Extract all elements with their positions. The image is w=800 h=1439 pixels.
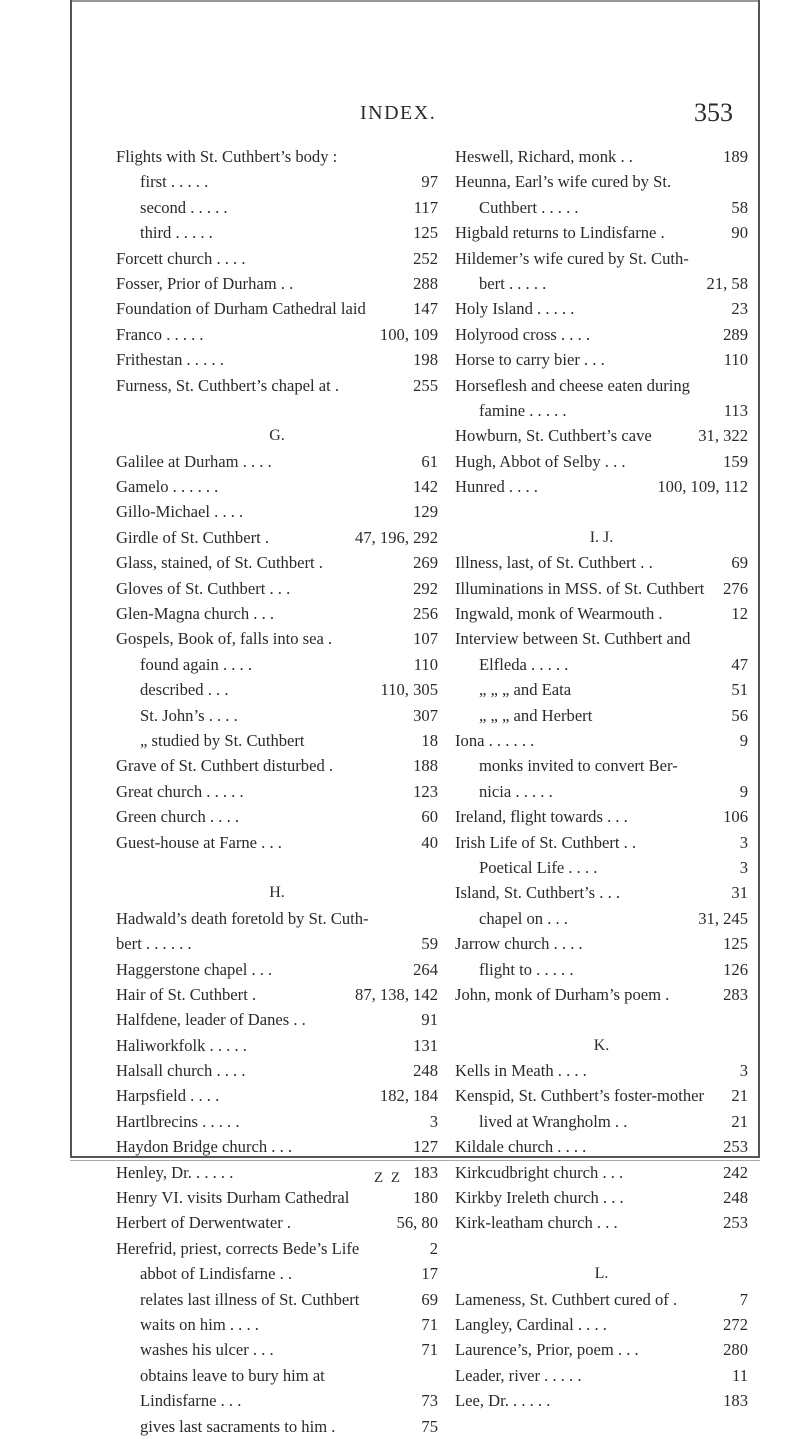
entry-pages: 253 [723,1213,748,1233]
entry-text: Langley, Cardinal . . . . [455,1314,607,1334]
entry-pages: 7 [739,1289,748,1309]
entry-pages: 87, 138, 142 [355,984,438,1004]
index-entry [116,474,438,499]
index-entry [116,322,438,347]
entry-text: Galilee at Durham . . . . [116,451,272,471]
index-entry [116,246,438,271]
index-entry [455,246,748,271]
entry-text: Foundation of Durham Cathedral laid [116,299,366,319]
index-entry [455,1312,748,1337]
spacer [116,855,438,880]
index-entry [455,373,748,398]
spacer [116,398,438,423]
entry-pages: 126 [723,959,748,979]
entry-pages: 142 [413,477,438,497]
entry-pages: 91 [421,1010,438,1030]
entry-text: Interview between St. Cuthbert and [455,629,691,649]
entry-text: chapel on . . . [479,908,568,928]
entry-text: second . . . . . [140,197,228,217]
entry-text: Laurence’s, Prior, poem . . . [455,1340,639,1360]
index-entry [116,169,438,194]
spacer [455,1007,748,1032]
index-entry [455,1185,748,1210]
index-entry [116,804,438,829]
index-entry [455,601,748,626]
entry-pages: 123 [413,781,438,801]
entry-pages: 56, 80 [396,1213,438,1233]
index-entry [116,601,438,626]
entry-text: St. John’s . . . . [140,705,238,725]
index-entry [455,1363,748,1388]
entry-text: famine . . . . . [479,400,567,420]
entry-text: Cuthbert . . . . . [479,197,579,217]
index-entry [455,677,748,702]
index-entry [116,779,438,804]
right-border [758,0,760,1158]
index-entry [455,1388,748,1413]
index-entry [116,1033,438,1058]
entry-text: Jarrow church . . . . [455,934,583,954]
index-entry [455,144,748,169]
entry-text: Fosser, Prior of Durham . . [116,273,294,293]
entry-text: Elfleda . . . . . [479,654,569,674]
entry-pages: 127 [413,1137,438,1157]
left-border [70,0,72,1158]
entry-pages: 21, 58 [706,273,748,293]
index-entry [116,576,438,601]
entry-pages: 117 [413,197,438,217]
index-entry [455,398,748,423]
index-entry [116,753,438,778]
entry-text: „ studied by St. Cuthbert [140,730,305,750]
section-letter: I. J. [589,528,614,546]
entry-pages: 307 [413,705,438,725]
entry-pages: 73 [421,1391,438,1411]
section-letter-heading [455,1033,748,1058]
entry-text: Illness, last, of St. Cuthbert . . [455,553,653,573]
section-letter: K. [593,1036,610,1054]
entry-pages: 113 [723,400,748,420]
entry-pages: 47 [731,654,748,674]
entry-pages: 255 [413,375,438,395]
entry-text: Horse to carry bier . . . [455,350,605,370]
index-entry [116,499,438,524]
entry-pages: 56 [731,705,748,725]
index-entry [116,144,438,169]
entry-text: bert . . . . . . [116,934,192,954]
entry-text: Haggerstone chapel . . . [116,959,273,979]
entry-pages: 40 [421,832,438,852]
index-entry [455,1287,748,1312]
index-entry [116,703,438,728]
entry-text: Poetical Life . . . . [479,857,598,877]
index-entry [455,271,748,296]
entry-text: Halsall church . . . . [116,1061,246,1081]
entry-text: Henley, Dr. . . . . . [116,1162,234,1182]
entry-text: Great church . . . . . [116,781,244,801]
entry-text: Forcett church . . . . [116,248,246,268]
section-letter: G. [269,427,285,445]
index-entry [116,1210,438,1235]
entry-text: Guest-house at Farne . . . [116,832,282,852]
entry-text: Flights with St. Cuthbert’s body : [116,147,338,166]
entry-text: nicia . . . . . [479,781,553,801]
entry-pages: 283 [723,984,748,1004]
entry-text: Harpsfield . . . . [116,1086,220,1106]
entry-text: gives last sacraments to him . [140,1416,336,1436]
entry-pages: 198 [413,350,438,370]
entry-text: Leader, river . . . . . [455,1365,582,1385]
entry-text: first . . . . . [140,172,209,192]
index-entry [116,550,438,575]
section-letter: L. [594,1265,609,1283]
index-entry [455,195,748,220]
entry-pages: 11 [732,1365,748,1385]
entry-pages: 18 [421,730,438,750]
index-entry [455,1058,748,1083]
entry-text: Illuminations in MSS. of St. Cuthbert [455,578,705,598]
entry-pages: 31, 322 [698,426,748,446]
index-entry [455,550,748,575]
index-entry [116,1058,438,1083]
entry-text: Gloves of St. Cuthbert . . . [116,578,291,598]
index-entry [116,296,438,321]
entry-pages: 58 [731,197,748,217]
index-entry [455,957,748,982]
entry-pages: 3 [739,832,748,852]
entry-pages: 110 [413,654,438,674]
index-entry [455,1134,748,1159]
entry-text: „ „ „ and Eata [479,680,572,700]
entry-text: Grave of St. Cuthbert disturbed . [116,756,334,776]
entry-pages: 292 [413,578,438,598]
entry-text: obtains leave to bury him at [140,1365,325,1385]
entry-pages: 100, 109 [379,324,438,344]
entry-text: Higbald returns to Lindisfarne . [455,223,665,243]
entry-text: third . . . . . [140,223,213,243]
entry-pages: 21 [731,1111,748,1131]
entry-pages: 21 [731,1086,748,1106]
entry-pages: 2 [429,1238,438,1258]
entry-text: Lee, Dr. . . . . . [455,1391,551,1411]
entry-text: Glass, stained, of St. Cuthbert . [116,553,323,573]
entry-pages: 188 [413,756,438,776]
index-entry [455,779,748,804]
index-entry [455,169,748,194]
entry-pages: 106 [723,807,748,827]
index-entry [455,576,748,601]
entry-text: Horseflesh and cheese eaten during [455,375,690,395]
index-entry [116,1261,438,1286]
entry-pages: 125 [413,223,438,243]
index-entry [455,1210,748,1235]
entry-pages: 110, 305 [380,680,438,700]
entry-pages: 47, 196, 292 [355,527,438,547]
index-entry [116,1414,438,1439]
entry-text: Hugh, Abbot of Selby . . . [455,451,626,471]
entry-pages: 60 [421,807,438,827]
index-entry [116,652,438,677]
index-entry [116,1109,438,1134]
index-entry [455,296,748,321]
entry-text: Lameness, St. Cuthbert cured of . [455,1289,678,1309]
entry-pages: 147 [413,299,438,319]
entry-pages: 90 [731,223,748,243]
entry-pages: 31, 245 [698,908,748,928]
index-entry [116,1236,438,1261]
entry-pages: 252 [413,248,438,268]
index-entry [455,347,748,372]
index-entry [116,1083,438,1108]
entry-text: Gillo-Michael . . . . [116,502,244,522]
entry-text: Kildale church . . . . [455,1137,587,1157]
entry-text: Holyrood cross . . . . [455,324,591,344]
entry-pages: 189 [723,147,748,166]
entry-text: Frithestan . . . . . [116,350,224,370]
index-entry [116,347,438,372]
entry-text: Franco . . . . . [116,324,204,344]
entry-text: bert . . . . . [479,273,547,293]
spacer [455,1236,748,1261]
index-entry [116,1134,438,1159]
entry-pages: 69 [731,553,748,573]
entry-text: Iona . . . . . . [455,730,535,750]
entry-pages: 131 [413,1035,438,1055]
section-letter: H. [269,884,285,902]
index-entry [455,982,748,1007]
entry-pages: 59 [421,934,438,954]
entry-text: Herefrid, priest, corrects Bede’s Life [116,1238,360,1258]
entry-pages: 61 [421,451,438,471]
section-letter-heading [116,880,438,905]
entry-pages: 110 [723,350,748,370]
index-entry [455,1337,748,1362]
entry-pages: 12 [731,604,748,624]
entry-text: Hildemer’s wife cured by St. Cuth- [455,248,689,268]
entry-text: waits on him . . . . [140,1314,259,1334]
index-entry [116,830,438,855]
index-entry [455,830,748,855]
index-entry [116,1388,438,1413]
entry-text: Heswell, Richard, monk . . [455,147,633,166]
entry-text: Kirk-leatham church . . . [455,1213,618,1233]
entry-text: Furness, St. Cuthbert’s chapel at . [116,375,340,395]
section-letter-heading [455,525,748,550]
entry-text: Halfdene, leader of Danes . . [116,1010,306,1030]
index-entry [455,220,748,245]
index-entry [455,931,748,956]
entry-pages: 264 [413,959,438,979]
index-entry [455,906,748,931]
entry-text: Haydon Bridge church . . . [116,1137,293,1157]
index-entry [455,880,748,905]
entry-text: lived at Wrangholm . . [479,1111,628,1131]
entry-pages: 253 [723,1137,748,1157]
entry-pages: 69 [421,1289,438,1309]
top-border [70,0,760,2]
entry-pages: 248 [413,1061,438,1081]
entry-text: described . . . [140,680,229,700]
entry-pages: 256 [413,604,438,624]
entry-text: relates last illness of St. Cuthbert [140,1289,360,1309]
entry-pages: 159 [723,451,748,471]
entry-text: found again . . . . [140,654,252,674]
entry-text: Holy Island . . . . . [455,299,575,319]
spacer [455,499,748,524]
page-title: INDEX. [360,102,437,124]
entry-pages: 71 [421,1340,438,1360]
index-entry [455,1083,748,1108]
entry-pages: 269 [413,553,438,573]
entry-text: washes his ulcer . . . [140,1340,274,1360]
entry-pages: 51 [731,680,748,700]
entry-pages: 23 [731,299,748,319]
index-entry [116,220,438,245]
page-number: 353 [694,98,733,127]
entry-text: Ingwald, monk of Wearmouth . [455,604,663,624]
entry-pages: 71 [421,1314,438,1334]
entry-pages: 183 [413,1162,438,1182]
entry-pages: 75 [421,1416,438,1436]
entry-text: Gospels, Book of, falls into sea . [116,629,333,649]
index-entry [455,1160,748,1185]
entry-pages: 180 [413,1188,438,1208]
entry-pages: 9 [739,781,748,801]
entry-pages: 288 [413,273,438,293]
signature-mark: Z Z [374,1170,403,1186]
index-entry [116,677,438,702]
entry-pages: 129 [413,502,438,522]
index-entry [455,322,748,347]
entry-text: Glen-Magna church . . . [116,604,275,624]
entry-pages: 125 [723,934,748,954]
entry-text: Ireland, flight towards . . . [455,807,628,827]
entry-pages: 3 [739,1061,748,1081]
index-entry [116,906,438,931]
entry-pages: 182, 184 [379,1086,438,1106]
section-letter-heading [116,423,438,448]
index-entry [116,1185,438,1210]
entry-text: Herbert of Derwentwater . [116,1213,292,1233]
entry-text: Kenspid, St. Cuthbert’s foster-mother [455,1086,705,1106]
entry-text: Heunna, Earl’s wife cured by St. [455,172,672,192]
index-column-right [455,144,748,1414]
index-column-left [116,144,438,1439]
entry-pages: 289 [723,324,748,344]
index-entry [455,423,748,448]
index-entry [116,982,438,1007]
entry-text: Girdle of St. Cuthbert . [116,527,270,547]
entry-pages: 183 [723,1391,748,1411]
entry-text: Gamelo . . . . . . [116,477,219,497]
entry-pages: 280 [723,1340,748,1360]
index-entry [116,271,438,296]
entry-text: Haliworkfolk . . . . . [116,1035,247,1055]
entry-text: Hartlbrecins . . . . . [116,1111,240,1131]
entry-pages: 107 [413,629,438,649]
entry-text: Green church . . . . [116,807,240,827]
index-entry [455,703,748,728]
index-entry [116,195,438,220]
entry-pages: 3 [739,857,748,877]
entry-text: Irish Life of St. Cuthbert . . [455,832,637,852]
entry-text: „ „ „ and Herbert [479,705,593,725]
index-entry [116,626,438,651]
entry-pages: 17 [421,1264,438,1284]
index-entry [455,728,748,753]
index-entry [116,373,438,398]
index-entry [116,957,438,982]
index-entry [116,1363,438,1388]
index-entry [116,449,438,474]
entry-text: abbot of Lindisfarne . . [140,1264,293,1284]
entry-pages: 100, 109, 112 [657,477,748,497]
entry-text: Island, St. Cuthbert’s . . . [455,883,621,903]
index-entry [116,931,438,956]
index-entry [116,1312,438,1337]
entry-pages: 3 [429,1111,438,1131]
entry-text: Howburn, St. Cuthbert’s cave [455,426,652,446]
entry-text: Lindisfarne . . . [140,1391,242,1411]
entry-pages: 9 [739,730,748,750]
entry-text: Hunred . . . . [455,477,538,497]
index-entry [455,804,748,829]
index-entry [455,474,748,499]
index-entry [455,626,748,651]
entry-text: monks invited to convert Ber- [479,756,678,776]
index-entry [455,753,748,778]
index-entry [455,449,748,474]
index-entry [455,855,748,880]
index-entry [116,1287,438,1312]
index-entry [116,728,438,753]
entry-pages: 272 [723,1314,748,1334]
entry-text: flight to . . . . . [479,959,574,979]
entry-pages: 276 [723,578,748,598]
entry-pages: 242 [723,1162,748,1182]
index-entry [116,1007,438,1032]
entry-text: Kells in Meath . . . . [455,1061,587,1081]
entry-text: Hadwald’s death foretold by St. Cuth- [116,908,369,928]
entry-text: John, monk of Durham’s poem . [455,984,670,1004]
entry-text: Henry VI. visits Durham Cathedral [116,1188,350,1208]
index-entry [116,525,438,550]
entry-pages: 31 [731,883,748,903]
entry-text: Kirkcudbright church . . . [455,1162,624,1182]
index-entry [116,1337,438,1362]
entry-pages: 97 [421,172,438,192]
index-entry [455,1109,748,1134]
section-letter-heading [455,1261,748,1286]
entry-pages: 248 [723,1188,748,1208]
entry-text: Hair of St. Cuthbert . [116,984,257,1004]
index-entry [455,652,748,677]
entry-text: Kirkby Ireleth church . . . [455,1188,624,1208]
